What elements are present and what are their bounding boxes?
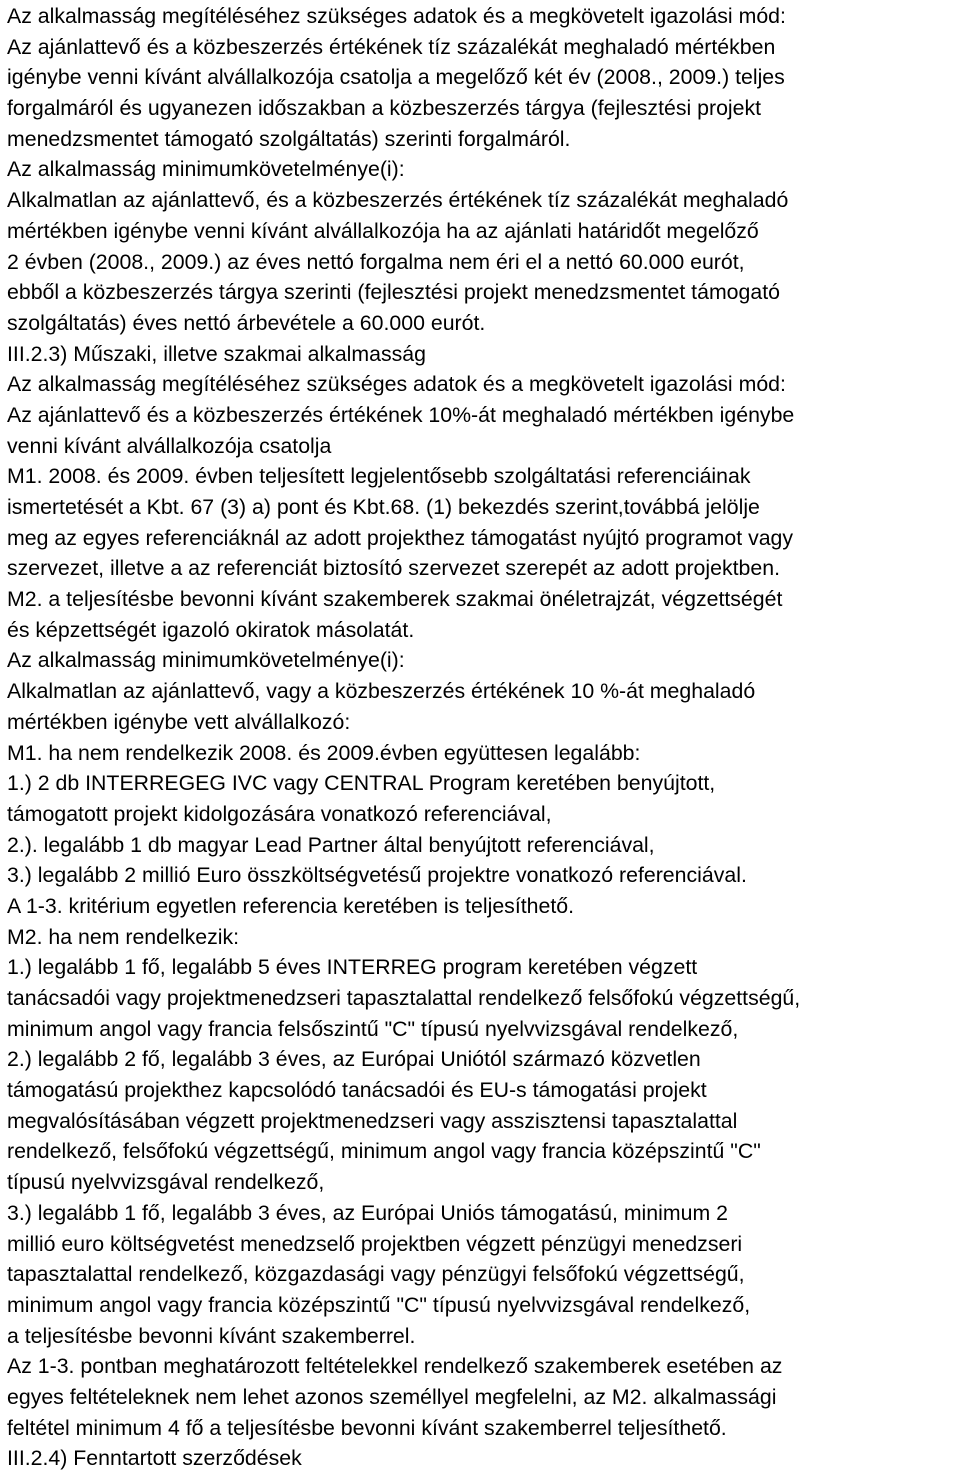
text-line: M1. ha nem rendelkezik 2008. és 2009.évben együttesen legalább:: [7, 740, 641, 765]
text-line: szolgáltatás) éves nettó árbevétele a 60.000 eurót.: [7, 310, 486, 335]
text-line: Az alkalmasság minimumkövetelménye(i):: [7, 157, 405, 182]
text-line: Az alkalmasság megítéléséhez szükséges adatok és a megkövetelt igazolási mód:: [7, 372, 786, 397]
text-line: 3.) legalább 2 millió Euro összköltségvetésű projektre vonatkozó referenciával.: [7, 863, 747, 888]
text-line: 1.) legalább 1 fő, legalább 5 éves INTERREG program keretében végzett: [7, 955, 698, 980]
text-line: támogatású projekthez kapcsolódó tanácsadói és EU-s támogatási projekt: [7, 1078, 707, 1103]
text-line: millió euro költségvetést menedzselő projektben végzett pénzügyi menedzseri: [7, 1231, 743, 1256]
text-line: venni kívánt alvállalkozója csatolja: [7, 433, 332, 458]
text-line: a teljesítésbe bevonni kívánt szakemberrel.: [7, 1323, 416, 1348]
text-line: meg az egyes referenciáknál az adott projekthez támogatást nyújtó programot vagy: [7, 525, 794, 550]
text-line: minimum angol vagy francia középszintű "C" típusú nyelvvizsgával rendelkező,: [7, 1292, 751, 1317]
text-line: Alkalmatlan az ajánlattevő, és a közbeszerzés értékének tíz százalékát meghaladó: [7, 188, 789, 213]
text-line: M2. ha nem rendelkezik:: [7, 924, 240, 949]
text-line: ismertetését a Kbt. 67 (3) a) pont és Kbt.68. (1) bekezdés szerint,továbbá jelölje: [7, 495, 760, 519]
text-line: tapasztalattal rendelkező, közgazdasági vagy pénzügyi felsőfokú végzettségű,: [7, 1262, 745, 1287]
text-line: megvalósításában végzett projektmenedzseri vagy asszisztensi tapasztalattal: [7, 1108, 738, 1133]
text-line: Az 1-3. pontban meghatározott feltételekkel rendelkező szakemberek esetében az: [7, 1354, 783, 1379]
text-line: egyes feltételeknek nem lehet azonos személlyel megfelelni, az M2. alkalmassági: [7, 1384, 777, 1409]
text-line: mértékben igénybe venni kívánt alvállalkozója ha az ajánlati határidőt megelőző: [7, 218, 759, 243]
text-line: forgalmáról és ugyanezen időszakban a közbeszerzés tárgya (fejlesztési projekt: [7, 96, 762, 121]
text-line: M1. 2008. és 2009. évben teljesített legjelentősebb szolgáltatási referenciáinak: [7, 464, 751, 489]
text-line: 2.). legalább 1 db magyar Lead Partner által benyújtott referenciával,: [7, 832, 655, 857]
text-line: igénybe venni kívánt alvállalkozója csatolja a megelőző két év (2008., 2009.) teljes: [7, 65, 785, 90]
text-line: szervezet, illetve a az referenciát biztosító szervezet szerepét az adott projektben.: [7, 556, 780, 581]
text-line: 2 évben (2008., 2009.) az éves nettó forgalma nem éri el a nettó 60.000 eurót,: [7, 249, 745, 274]
text-line: Alkalmatlan az ajánlattevő, vagy a közbeszerzés értékének 10 %-át meghaladó: [7, 679, 756, 704]
text-line: és képzettségét igazoló okiratok másolatát.: [7, 617, 415, 642]
text-line: 2.) legalább 2 fő, legalább 3 éves, az Európai Uniótól származó közvetlen: [7, 1047, 701, 1072]
text-line: feltétel minimum 4 fő a teljesítésbe bevonni kívánt szakemberrel teljesíthető.: [7, 1415, 727, 1440]
text-line: rendelkező, felsőfokú végzettségű, minimum angol vagy francia középszintű "C": [7, 1139, 761, 1164]
text-line: M2. a teljesítésbe bevonni kívánt szakemberek szakmai önéletrajzát, végzettségét: [7, 587, 783, 612]
text-line: tanácsadói vagy projektmenedzseri tapasztalattal rendelkező felsőfokú végzettségű,: [7, 986, 801, 1010]
text-line: Az alkalmasság megítéléséhez szükséges adatok és a megkövetelt igazolási mód:: [7, 4, 786, 28]
text-line: A 1-3. kritérium egyetlen referencia keretében is teljesíthető.: [7, 893, 575, 918]
text-line: támogatott projekt kidolgozására vonatkozó referenciával,: [7, 801, 552, 826]
text-line: ebből a közbeszerzés tárgya szerinti (fejlesztési projekt menedzsmentet támogató: [7, 280, 780, 305]
text-line: minimum angol vagy francia felsőszintű "C" típusú nyelvvizsgával rendelkező,: [7, 1016, 739, 1041]
text-line: III.2.4) Fenntartott szerződések: [7, 1446, 302, 1471]
text-line: Az alkalmasság minimumkövetelménye(i):: [7, 648, 405, 673]
text-line: menedzsmentet támogató szolgáltatás) szerinti forgalmáról.: [7, 126, 571, 151]
text-line: 3.) legalább 1 fő, legalább 3 éves, az Európai Uniós támogatású, minimum 2: [7, 1200, 728, 1225]
text-line: mértékben igénybe vett alvállalkozó:: [7, 709, 351, 734]
text-line: típusú nyelvvizsgával rendelkező,: [7, 1170, 325, 1195]
text-line: 1.) 2 db INTERREGEG IVC vagy CENTRAL Program keretében benyújtott,: [7, 771, 716, 796]
text-line: Az ajánlattevő és a közbeszerzés értékének 10%-át meghaladó mértékben igénybe: [7, 402, 795, 427]
text-line: Az ajánlattevő és a közbeszerzés értékének tíz százalékát meghaladó mértékben: [7, 34, 776, 59]
text-line: III.2.3) Műszaki, illetve szakmai alkalmasság: [7, 341, 426, 366]
